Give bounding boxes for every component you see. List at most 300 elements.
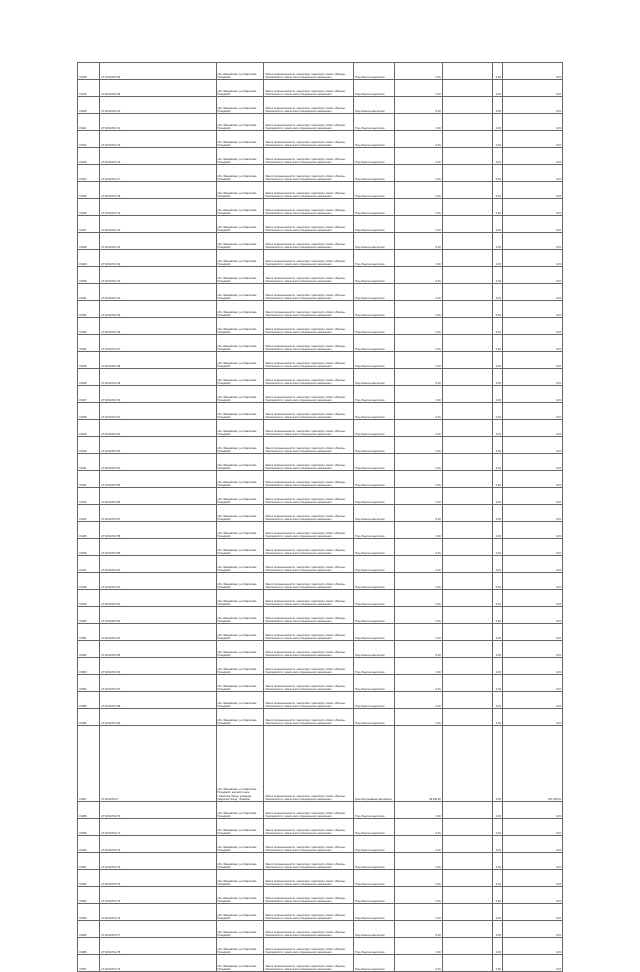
cell-id: V1060 [78,836,100,853]
cell-id: V1061 [78,853,100,870]
cell-id: V1067 [78,955,100,972]
cell-rate: 2,00 [492,658,502,675]
cell-permitted-use: Под объекты энергетики [354,471,395,488]
table-row [78,267,563,284]
cell-land-category: Земли промышленности, энергетики, транспорта, связи, обороны, безопасности и земли иного специального назначения [264,921,354,938]
cell-address: обл. Ивановская, р-н Гаврилово-Посадский [216,819,264,836]
cell-address: обл. Ивановская, р-н Гаврилово-Посадский [216,955,264,972]
cell-rate: 0,00 [492,921,502,938]
table-row [78,904,563,921]
cell-empty [442,556,492,573]
cell-empty [442,318,492,335]
table-row [78,471,563,488]
cell-value: 0,15 [502,148,562,165]
cell-permitted-use: Под объекты энергетики [354,539,395,556]
table-row [78,887,563,904]
cell-empty [442,131,492,148]
cell-address: обл. Ивановская, р-н Гаврилово-Посадский [216,590,264,607]
cell-address: обл. Ивановская, р-н Гаврилово-Посадский [216,904,264,921]
cell-cadastral-number: 27:02:0105:2:51 [100,403,216,420]
table-row [78,819,563,836]
cell-id: V1036 [78,369,100,386]
cell-permitted-use: Под объекты энергетики [354,97,395,114]
cell-rate: 2,00 [492,63,502,80]
cell-address: обл. Ивановская, р-н Гаврилово-Посадский [216,522,264,539]
cell-empty [442,216,492,233]
cell-land-category: Земли промышленности, энергетики, транспорта, связи, обороны, безопасности и земли иного специального назначения [264,573,354,590]
cell-value: 0,15 [502,607,562,624]
cell-address: обл. Ивановская, р-н Гаврилово-Посадский [216,641,264,658]
table-row [78,131,563,148]
cell-value: 0,15 [502,709,562,726]
cell-area: 0,00 [394,870,442,887]
cell-area: 0,00 [394,938,442,955]
cell-cadastral-number: 27:02:0105:2:55 [100,471,216,488]
cell-id: V1035 [78,352,100,369]
cell-id: V1020 [78,97,100,114]
cell-area: 0,00 [394,505,442,522]
cell-area: 0,00 [394,318,442,335]
cell-land-category: Земли промышленности, энергетики, транспорта, связи, обороны, безопасности и земли иного специального назначения [264,301,354,318]
cell-cadastral-number: 27:02:0105:2:63 [100,607,216,624]
cell-rate: 2,00 [492,267,502,284]
cell-empty [442,420,492,437]
cell-value: 0,15 [502,182,562,199]
table-row [78,233,563,250]
cell-empty [442,573,492,590]
cell-address: обл. Ивановская, р-н Гаврилово-Посадский [216,488,264,505]
table-row [78,488,563,505]
table-row [78,675,563,692]
cell-rate: 2,00 [492,624,502,641]
cell-permitted-use: Под объекты энергетики [354,335,395,352]
cell-id: V1052 [78,641,100,658]
cell-land-category: Земли промышленности, энергетики, транспорта, связи, обороны, безопасности и земли иного специального назначения [264,692,354,709]
cell-id: V1057 [78,726,100,802]
cell-value: 0,15 [502,921,562,938]
table-row [78,870,563,887]
cell-cadastral-number: 27:02:0105:2:48 [100,352,216,369]
cell-address: обл. Ивановская, р-н Гаврилово-Посадский [216,301,264,318]
table-row [78,369,563,386]
cell-land-category: Земли промышленности, энергетики, транспорта, связи, обороны, безопасности и земли иного специального назначения [264,454,354,471]
cell-land-category: Земли промышленности, энергетики, транспорта, связи, обороны, безопасности и земли иного специального назначения [264,352,354,369]
cell-value: 0,15 [502,318,562,335]
cell-area: 0,00 [394,675,442,692]
cell-id: V1037 [78,386,100,403]
cell-cadastral-number: 27:02:0105:2:19 [100,199,216,216]
cell-land-category: Земли промышленности, энергетики, транспорта, связи, обороны, безопасности и земли иного специального назначения [264,420,354,437]
cell-permitted-use: Под объекты энергетики [354,853,395,870]
cell-address: обл. Ивановская, р-н Гаврилово-Посадский [216,870,264,887]
cell-id: V1041 [78,454,100,471]
cell-empty [442,675,492,692]
cell-empty [442,284,492,301]
table-row [78,97,563,114]
cell-cadastral-number: 27:02:0105:2:57 [100,505,216,522]
table-row [78,250,563,267]
table-row [78,624,563,641]
table-row [78,709,563,726]
cell-permitted-use: Под объекты энергетики [354,505,395,522]
cell-address: обл. Ивановская, р-н Гаврилово-Посадский [216,420,264,437]
cell-id: V1024 [78,165,100,182]
cell-empty [442,165,492,182]
cell-area: 0,00 [394,335,442,352]
cell-cadastral-number: 27:02:0105:2:64 [100,624,216,641]
cell-address: обл. Ивановская, р-н Гаврилово-Посадский [216,233,264,250]
cell-rate: 0,00 [492,802,502,819]
cell-value: 0,15 [502,675,562,692]
cell-address: обл. Ивановская, р-н Гаврилово-Посадский [216,216,264,233]
cell-area: 0,00 [394,709,442,726]
cell-rate: 0,00 [492,335,502,352]
cell-permitted-use: Под объекты энергетики [354,488,395,505]
cell-address: обл. Ивановская, р-н Гаврилово-Посадский [216,63,264,80]
cell-address: обл. Ивановская, р-н Гаврилово-Посадский [216,80,264,97]
cell-rate: 0,00 [492,386,502,403]
table-row [78,522,563,539]
cell-value: 0,15 [502,505,562,522]
cell-empty [442,148,492,165]
table-row [78,199,563,216]
cell-cadastral-number: 27:02:0105:2:62 [100,590,216,607]
cell-rate: 2,00 [492,870,502,887]
cell-permitted-use: Под объекты энергетики [354,709,395,726]
table-row [78,836,563,853]
cell-land-category: Земли промышленности, энергетики, транспорта, связи, обороны, безопасности и земли иного специального назначения [264,216,354,233]
cell-rate: 2,00 [492,284,502,301]
cell-land-category: Земли промышленности, энергетики, транспорта, связи, обороны, безопасности и земли иного специального назначения [264,335,354,352]
cell-permitted-use: Для обслуживания автодороги [354,726,395,802]
cell-address: обл. Ивановская, р-н Гаврилово-Посадский [216,165,264,182]
cell-empty [442,182,492,199]
cell-empty [442,403,492,420]
cell-permitted-use: Под объекты энергетики [354,420,395,437]
cell-value: 0,15 [502,573,562,590]
cell-area: 0,00 [394,131,442,148]
cell-cadastral-number: 27:02:0105:2:60 [100,556,216,573]
cell-permitted-use: Под объекты энергетики [354,870,395,887]
cell-land-category: Земли промышленности, энергетики, транспорта, связи, обороны, безопасности и земли иного специального назначения [264,904,354,921]
cell-area: 0,00 [394,887,442,904]
cell-land-category: Земли промышленности, энергетики, транспорта, связи, обороны, безопасности и земли иного специального назначения [264,403,354,420]
cell-permitted-use: Под объекты энергетики [354,624,395,641]
cell-cadastral-number: 27:02:0105:2:16 [100,148,216,165]
cell-empty [442,887,492,904]
table-row [78,437,563,454]
cell-cadastral-number: 27:02:0105:2:50 [100,386,216,403]
cell-area: 0,00 [394,955,442,972]
cell-empty [442,904,492,921]
cell-empty [442,853,492,870]
table-row [78,938,563,955]
table-row [78,182,563,199]
table-row [78,641,563,658]
cell-id: V1039 [78,420,100,437]
cell-cadastral-number: 27:02:0105:2:75 [100,887,216,904]
cell-value: 0,15 [502,250,562,267]
cell-permitted-use: Под объекты энергетики [354,165,395,182]
cell-id: V1056 [78,709,100,726]
cell-id: V1049 [78,590,100,607]
cell-rate: 0,00 [492,131,502,148]
cell-area: 0,00 [394,488,442,505]
cell-address: обл. Ивановская, р-н Гаврилово-Посадский [216,624,264,641]
table-row [78,335,563,352]
cell-land-category: Земли промышленности, энергетики, транспорта, связи, обороны, безопасности и земли иного специального назначения [264,97,354,114]
table-row [78,318,563,335]
cell-empty [442,437,492,454]
table-row [78,573,563,590]
cell-area: 0,00 [394,63,442,80]
cell-rate: 0,00 [492,556,502,573]
cell-id: V1040 [78,437,100,454]
cell-area: 0,00 [394,921,442,938]
cell-cadastral-number: 27:02:0105:2:54 [100,454,216,471]
cell-cadastral-number: 27:02:0105:2:14 [100,131,216,148]
cell-cadastral-number: 27:02:0105:2:43 [100,267,216,284]
cell-value: 0,15 [502,386,562,403]
cell-permitted-use: Под объекты энергетики [354,590,395,607]
cell-empty [442,505,492,522]
cell-id: V1046 [78,539,100,556]
cell-land-category: Земли промышленности, энергетики, транспорта, связи, обороны, безопасности и земли иного специального назначения [264,853,354,870]
cell-empty [442,488,492,505]
cell-land-category: Земли промышленности, энергетики, транспорта, связи, обороны, безопасности и земли иного специального назначения [264,284,354,301]
cell-rate: 0,00 [492,938,502,955]
cell-permitted-use: Под объекты энергетики [354,63,395,80]
cell-empty [442,590,492,607]
cell-value: 157 105,01 [502,726,562,802]
cell-permitted-use: Под объекты энергетики [354,658,395,675]
table-row [78,921,563,938]
cell-cadastral-number: 27:02:0105:2:7 [100,726,216,802]
cell-land-category: Земли промышленности, энергетики, транспорта, связи, обороны, безопасности и земли иного специального назначения [264,819,354,836]
cell-cadastral-number: 27:02:0105:2:66 [100,658,216,675]
cell-rate: 0,00 [492,199,502,216]
cell-rate: 0,00 [492,887,502,904]
cell-permitted-use: Под объекты энергетики [354,199,395,216]
cell-land-category: Земли промышленности, энергетики, транспорта, связи, обороны, безопасности и земли иного специального назначения [264,80,354,97]
cell-id: V1063 [78,887,100,904]
cell-value: 0,15 [502,802,562,819]
cell-permitted-use: Под объекты энергетики [354,454,395,471]
cell-empty [442,921,492,938]
cell-id: V1032 [78,301,100,318]
cell-permitted-use: Под объекты энергетики [354,267,395,284]
cell-empty [442,955,492,972]
cell-value: 0,15 [502,938,562,955]
cell-id: V1047 [78,556,100,573]
cell-address: обл. Ивановская, р-н Гаврилово-Посадский [216,148,264,165]
cell-permitted-use: Под объекты энергетики [354,80,395,97]
cell-value: 0,15 [502,522,562,539]
table-row [78,853,563,870]
cell-area: 0,00 [394,471,442,488]
cell-rate: 2,00 [492,641,502,658]
table-row [78,284,563,301]
cell-land-category: Земли промышленности, энергетики, транспорта, связи, обороны, безопасности и земли иного специального назначения [264,955,354,972]
cell-area: 0,00 [394,802,442,819]
cell-area: 0,00 [394,853,442,870]
cell-id: V1031 [78,284,100,301]
cell-land-category: Земли промышленности, энергетики, транспорта, связи, обороны, безопасности и земли иного специального назначения [264,870,354,887]
cell-address: обл. Ивановская, р-н Гаврилово-Посадский [216,386,264,403]
cell-address: обл. Ивановская, р-н Гаврилово-Посадский [216,250,264,267]
cell-cadastral-number: 27:02:0105:2:78 [100,938,216,955]
cell-rate: 0,00 [492,369,502,386]
cell-permitted-use: Под объекты энергетики [354,607,395,624]
cell-rate: 0,00 [492,726,502,802]
cell-land-category: Земли промышленности, энергетики, транспорта, связи, обороны, безопасности и земли иного специального назначения [264,369,354,386]
cell-cadastral-number: 27:02:0105:2:46 [100,318,216,335]
table-row [78,556,563,573]
table-row [78,420,563,437]
cell-address: обл. Ивановская, р-н Гаврилово-Посадский, юго-восточнее г.Гаврилов Посад, западнее Гаврилов Посад - Лежнево [216,726,264,802]
cell-land-category: Земли промышленности, энергетики, транспорта, связи, обороны, безопасности и земли иного специального назначения [264,63,354,80]
cell-rate: 0,00 [492,539,502,556]
cell-rate: 0,00 [492,607,502,624]
cell-area: 0,00 [394,284,442,301]
cell-rate: 0,00 [492,471,502,488]
cell-id: V1065 [78,921,100,938]
cell-cadastral-number: 27:02:0105:2:12 [100,114,216,131]
cell-id: V1021 [78,114,100,131]
cell-address: обл. Ивановская, р-н Гаврилово-Посадский [216,921,264,938]
cell-address: обл. Ивановская, р-н Гаврилово-Посадский [216,318,264,335]
cell-address: обл. Ивановская, р-н Гаврилово-Посадский [216,692,264,709]
cell-id: V1023 [78,148,100,165]
cell-rate: 0,00 [492,573,502,590]
cell-area: 0,00 [394,386,442,403]
table-row [78,216,563,233]
cell-land-category: Земли промышленности, энергетики, транспорта, связи, обороны, безопасности и земли иного специального назначения [264,233,354,250]
cell-rate: 0,00 [492,114,502,131]
table-row [78,114,563,131]
cell-cadastral-number: 27:02:0105:2:73 [100,853,216,870]
cell-value: 0,15 [502,284,562,301]
cell-cadastral-number: 27:02:0105:2:41 [100,233,216,250]
cell-value: 0,15 [502,819,562,836]
cell-rate: 0,00 [492,403,502,420]
cell-value: 0,15 [502,955,562,972]
land-plots-table [77,62,563,972]
cell-rate: 2,00 [492,853,502,870]
cell-empty [442,335,492,352]
table-row [78,148,563,165]
cell-land-category: Земли промышленности, энергетики, транспорта, связи, обороны, безопасности и земли иного специального назначения [264,709,354,726]
table-row [78,505,563,522]
cell-rate: 0,00 [492,590,502,607]
cell-area: 0,00 [394,148,442,165]
cell-permitted-use: Под объекты энергетики [354,692,395,709]
cell-cadastral-number: 27:02:0105:2:69 [100,709,216,726]
cell-id: V1055 [78,692,100,709]
cell-land-category: Земли промышленности, энергетики, транспорта, связи, обороны, безопасности и земли иного специального назначения [264,165,354,182]
cell-area: 0,00 [394,114,442,131]
cell-empty [442,522,492,539]
cell-area: 0,00 [394,301,442,318]
cell-land-category: Земли промышленности, энергетики, транспорта, связи, обороны, безопасности и земли иного специального назначения [264,267,354,284]
cell-permitted-use: Под объекты энергетики [354,352,395,369]
cell-id: V1045 [78,522,100,539]
cell-permitted-use: Под объекты энергетики [354,887,395,904]
cell-area: 0,00 [394,250,442,267]
cell-area: 0,00 [394,556,442,573]
cell-permitted-use: Под объекты энергетики [354,938,395,955]
table-row [78,658,563,675]
cell-permitted-use: Под объекты энергетики [354,921,395,938]
cell-cadastral-number: 27:02:0105:2:06 [100,63,216,80]
cell-area: 0,00 [394,573,442,590]
table-row [78,955,563,972]
cell-value: 0,15 [502,556,562,573]
cell-permitted-use: Под объекты энергетики [354,437,395,454]
cell-rate: 0,00 [492,352,502,369]
cell-empty [442,369,492,386]
cell-land-category: Земли промышленности, энергетики, транспорта, связи, обороны, безопасности и земли иного специального назначения [264,836,354,853]
cell-land-category: Земли промышленности, энергетики, транспорта, связи, обороны, безопасности и земли иного специального назначения [264,250,354,267]
cell-empty [442,114,492,131]
cell-empty [442,938,492,955]
cell-value: 0,15 [502,335,562,352]
table-row [78,165,563,182]
table-row [78,352,563,369]
cell-empty [442,709,492,726]
cell-cadastral-number: 27:02:0105:2:17 [100,165,216,182]
cell-address: обл. Ивановская, р-н Гаврилово-Посадский [216,437,264,454]
cell-area: 0,00 [394,539,442,556]
cell-land-category: Земли промышленности, энергетики, транспорта, связи, обороны, безопасности и земли иного специального назначения [264,131,354,148]
cell-land-category: Земли промышленности, энергетики, транспорта, связи, обороны, безопасности и земли иного специального назначения [264,437,354,454]
cell-empty [442,352,492,369]
cell-empty [442,80,492,97]
cell-address: обл. Ивановская, р-н Гаврилово-Посадский [216,556,264,573]
cell-land-category: Земли промышленности, энергетики, транспорта, связи, обороны, безопасности и земли иного специального назначения [264,488,354,505]
cell-address: обл. Ивановская, р-н Гаврилово-Посадский [216,505,264,522]
cell-land-category: Земли промышленности, энергетики, транспорта, связи, обороны, безопасности и земли иного специального назначения [264,522,354,539]
cell-rate: 2,00 [492,675,502,692]
cell-permitted-use: Под объекты энергетики [354,955,395,972]
cell-empty [442,836,492,853]
cell-permitted-use: Под объекты энергетики [354,836,395,853]
cell-land-category: Земли промышленности, энергетики, транспорта, связи, обороны, безопасности и земли иного специального назначения [264,199,354,216]
cell-empty [442,870,492,887]
cell-id: V1019 [78,80,100,97]
cell-permitted-use: Под объекты энергетики [354,904,395,921]
cell-value: 0,15 [502,904,562,921]
cell-rate: 0,00 [492,148,502,165]
cell-area: 0,00 [394,904,442,921]
cell-land-category: Земли промышленности, энергетики, транспорта, связи, обороны, безопасности и земли иного специального назначения [264,590,354,607]
cell-cadastral-number: 27:02:0105:2:56 [100,488,216,505]
cell-address: обл. Ивановская, р-н Гаврилово-Посадский [216,284,264,301]
cell-id: V1034 [78,335,100,352]
cell-empty [442,819,492,836]
cell-address: обл. Ивановская, р-н Гаврилово-Посадский [216,938,264,955]
cell-id: V1030 [78,267,100,284]
cell-value: 0,15 [502,658,562,675]
cell-empty [442,624,492,641]
cell-value: 0,15 [502,454,562,471]
cell-permitted-use: Под объекты энергетики [354,318,395,335]
cell-id: V1022 [78,131,100,148]
cell-rate: 0,00 [492,522,502,539]
cell-rate: 2,00 [492,233,502,250]
cell-value: 0,15 [502,97,562,114]
cell-area: 0,00 [394,165,442,182]
